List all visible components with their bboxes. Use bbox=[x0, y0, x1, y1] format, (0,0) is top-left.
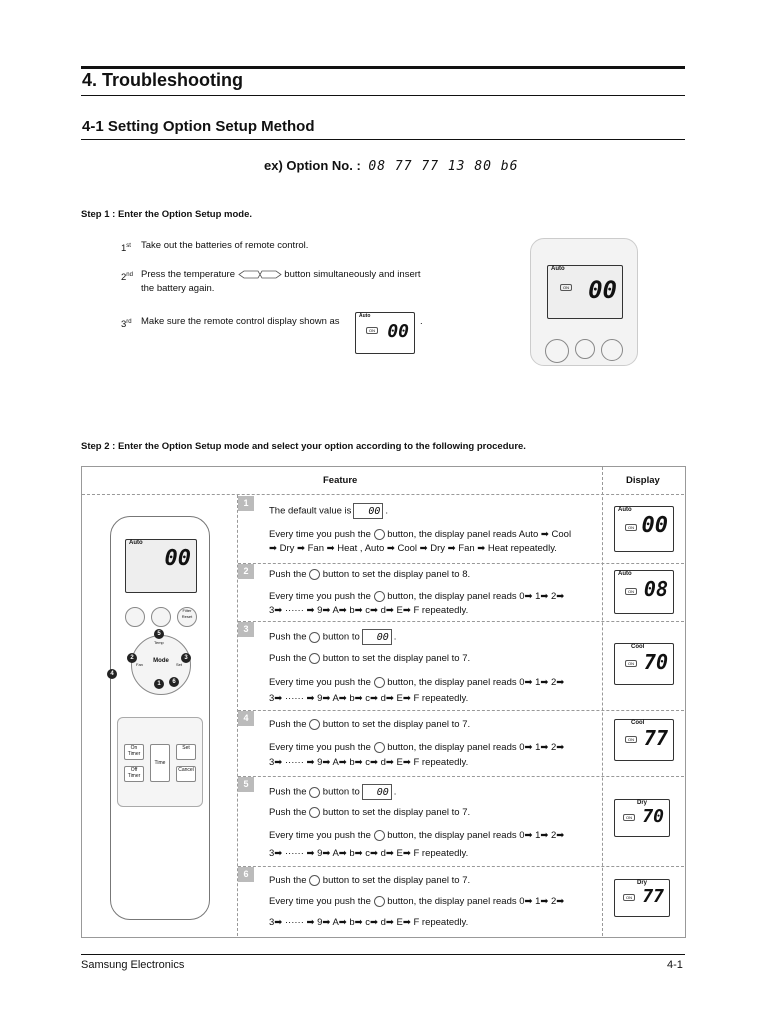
row-divider bbox=[238, 621, 684, 622]
step1-item-3-end: . bbox=[420, 316, 423, 327]
set-button-icon bbox=[309, 653, 320, 664]
step1-item-2: 2nd bbox=[121, 272, 133, 284]
step1-item-1-text: Take out the batteries of remote control. bbox=[141, 240, 309, 251]
temperature-buttons-icon bbox=[238, 270, 282, 279]
step-number-3: 3 bbox=[238, 622, 254, 637]
step1-item-3-text: Make sure the remote control display shown as bbox=[141, 316, 340, 327]
option-example-code: 08 77 77 13 80 b6 bbox=[368, 159, 519, 174]
display-lcd-row6: Dry ON 77 bbox=[614, 879, 670, 917]
mode-button-icon bbox=[309, 632, 320, 643]
row-divider bbox=[238, 710, 684, 711]
filter-reset-button-icon bbox=[601, 339, 623, 361]
row-divider bbox=[238, 776, 684, 777]
row6-line1: Push the button to set the display panel to 7. bbox=[269, 875, 471, 886]
cancel-button: Cancel bbox=[176, 766, 196, 782]
on-timer-button: On Timer bbox=[124, 744, 144, 760]
callout-3: 3 bbox=[181, 653, 191, 663]
step1-item-3: 3rd bbox=[121, 319, 132, 331]
row-divider bbox=[238, 866, 684, 867]
step-number-5: 5 bbox=[238, 777, 254, 792]
display-lcd-row4: Cool ON 77 bbox=[614, 719, 674, 761]
callout-6: 6 bbox=[169, 677, 179, 687]
row1-line1: The default value is 00 . bbox=[269, 503, 388, 519]
display-lcd-row3: Cool ON 70 bbox=[614, 643, 674, 685]
row5-line3: Every time you push the button, the display panel reads 0➡ 1➡ 2➡ bbox=[269, 830, 565, 841]
table-header-divider bbox=[82, 494, 684, 495]
inline-lcd: 00 bbox=[362, 629, 392, 645]
row4-line2: Every time you push the button, the display panel reads 0➡ 1➡ 2➡ bbox=[269, 742, 565, 753]
remote-control-image bbox=[110, 516, 210, 920]
row5-line2: Push the button to set the display panel to 7. bbox=[269, 807, 471, 818]
callout-4: 4 bbox=[107, 669, 117, 679]
step-number-2: 2 bbox=[238, 564, 254, 579]
remote-top-display: Auto ON 00 bbox=[547, 265, 623, 319]
temp-button-icon bbox=[374, 591, 385, 602]
table-header-feature: Feature bbox=[323, 475, 358, 486]
set-label: Set bbox=[176, 662, 183, 667]
fan-label: Fan bbox=[136, 662, 143, 667]
footer-company: Samsung Electronics bbox=[81, 959, 185, 971]
row1-line2: Every time you push the button, the display panel reads Auto ➡ Cool bbox=[269, 529, 572, 540]
mode-button-icon bbox=[575, 339, 595, 359]
row6-line2: Every time you push the button, the display panel reads 0➡ 1➡ 2➡ bbox=[269, 896, 565, 907]
row3-line3: Every time you push the button, the display panel reads 0➡ 1➡ 2➡ bbox=[269, 677, 565, 688]
step1-remote-display: Auto ON 00 bbox=[355, 312, 415, 354]
section-title: 4-1 Setting Option Setup Method bbox=[82, 118, 315, 135]
temp-button-icon bbox=[309, 719, 320, 730]
page-title: 4. Troubleshooting bbox=[82, 70, 243, 90]
mode-button-icon bbox=[374, 529, 385, 540]
display-lcd-row1: Auto ON 00 bbox=[614, 506, 674, 552]
row3-line2: Push the button to set the display panel to 7. bbox=[269, 653, 471, 664]
row3-line1: Push the button to 00 . bbox=[269, 629, 396, 645]
step1-item-1-ord: 1st bbox=[121, 243, 131, 255]
set-button-icon bbox=[309, 807, 320, 818]
row4-line1: Push the button to set the display panel to 7. bbox=[269, 719, 471, 730]
top-rule bbox=[81, 66, 685, 69]
step1-item-1 bbox=[121, 239, 131, 256]
off-timer-button: Off Timer bbox=[124, 766, 144, 782]
table-header-display: Display bbox=[626, 475, 660, 486]
power-button-icon bbox=[545, 339, 569, 363]
temp-button-icon bbox=[374, 896, 385, 907]
option-example bbox=[264, 158, 518, 174]
mode-button-icon bbox=[309, 787, 320, 798]
row2-line3: 3➡ ······ ➡ 9➡ A➡ b➡ c➡ d➡ E➡ F repeatedly. bbox=[269, 605, 469, 616]
step-number-1: 1 bbox=[238, 496, 254, 511]
power-button-icon bbox=[125, 607, 145, 627]
filter-reset-button: Filter Reset bbox=[177, 607, 197, 627]
row-divider bbox=[238, 563, 684, 564]
section-underline bbox=[81, 139, 685, 140]
mode-button: Mode bbox=[153, 658, 169, 664]
set-button: Set bbox=[176, 744, 196, 760]
row5-line4: 3➡ ······ ➡ 9➡ A➡ b➡ c➡ d➡ E➡ F repeatedly. bbox=[269, 848, 469, 859]
temp-button-icon bbox=[374, 677, 385, 688]
temp-button-icon bbox=[374, 830, 385, 841]
option-example-label: ex) Option No. : bbox=[264, 158, 361, 173]
step-number-6: 6 bbox=[238, 867, 254, 882]
row2-line1: Push the button to set the display panel to 8. bbox=[269, 569, 471, 580]
row1-line3: ➡ Dry ➡ Fan ➡ Heat , Auto ➡ Cool ➡ Dry ➡ Fan ➡ Heat repeatedly. bbox=[269, 543, 557, 554]
step2-title: Step 2 : Enter the Option Setup mode and select your option according to the following procedure. bbox=[81, 441, 526, 452]
time-button: Time bbox=[150, 744, 170, 782]
row5-line1: Push the button to 00 . bbox=[269, 784, 396, 800]
footer-page-number: 4-1 bbox=[667, 959, 683, 971]
row4-line3: 3➡ ······ ➡ 9➡ A➡ b➡ c➡ d➡ E➡ F repeatedly. bbox=[269, 757, 469, 768]
inline-lcd: 00 bbox=[362, 784, 392, 800]
step1-item-2-text: Press the temperature button simultaneously and insert the battery again. bbox=[141, 269, 421, 294]
temp-button-icon bbox=[309, 569, 320, 580]
temp-up-label: Temp bbox=[154, 640, 164, 645]
step-number-4: 4 bbox=[238, 711, 254, 726]
title-underline bbox=[81, 95, 685, 96]
row2-line2: Every time you push the button, the display panel reads 0➡ 1➡ 2➡ bbox=[269, 591, 565, 602]
remote-control-top-image bbox=[530, 238, 638, 366]
step1-title: Step 1 : Enter the Option Setup mode. bbox=[81, 209, 253, 220]
callout-5: 5 bbox=[154, 629, 164, 639]
mode-select-button-icon bbox=[151, 607, 171, 627]
timer-panel bbox=[117, 717, 203, 807]
inline-lcd: 00 bbox=[353, 503, 383, 519]
row6-line3: 3➡ ······ ➡ 9➡ A➡ b➡ c➡ d➡ E➡ F repeatedly. bbox=[269, 917, 469, 928]
temp-button-icon bbox=[374, 742, 385, 753]
footer-rule bbox=[81, 954, 685, 955]
temp-button-icon bbox=[309, 875, 320, 886]
display-lcd-row2: Auto ON 08 bbox=[614, 570, 674, 614]
callout-1: 1 bbox=[154, 679, 164, 689]
callout-2: 2 bbox=[127, 653, 137, 663]
remote-display: Auto 00 bbox=[125, 539, 197, 593]
display-lcd-row5: Dry ON 70 bbox=[614, 799, 670, 837]
row3-line4: 3➡ ······ ➡ 9➡ A➡ b➡ c➡ d➡ E➡ F repeatedly. bbox=[269, 693, 469, 704]
